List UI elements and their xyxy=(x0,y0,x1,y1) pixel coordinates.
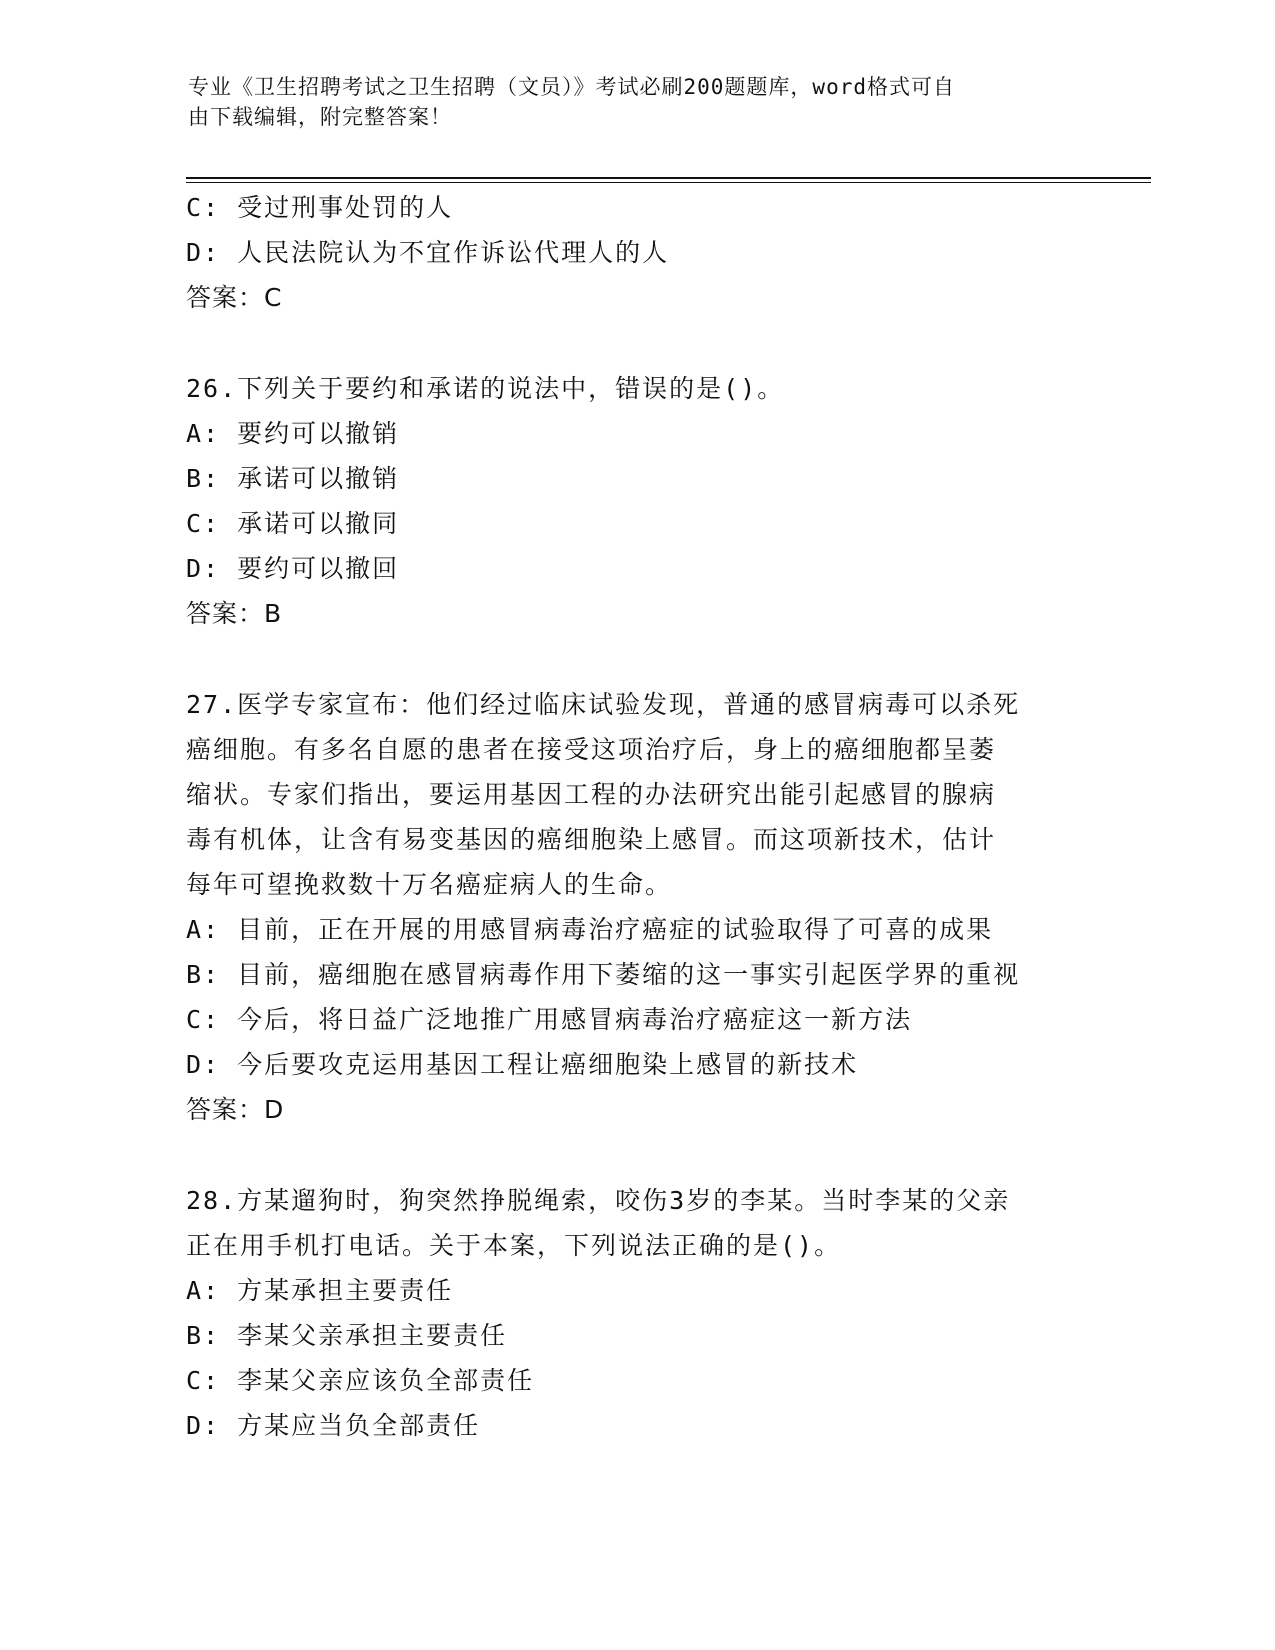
q28-stem-line: 正在用手机打电话。关于本案，下列说法正确的是()。 xyxy=(186,1231,842,1260)
q27-option-b: B: 目前，癌细胞在感冒病毒作用下萎缩的这一事实引起医学界的重视 xyxy=(186,960,1021,989)
q27-option-d: D: 今后要攻克运用基因工程让癌细胞染上感冒的新技术 xyxy=(186,1050,859,1079)
header-line-1: 专业《卫生招聘考试之卫生招聘（文员）》考试必刷200题题库，word格式可自 xyxy=(188,75,955,99)
q26-option-b: B: 承诺可以撤销 xyxy=(186,464,400,493)
q28-option-c: C: 李某父亲应该负全部责任 xyxy=(186,1366,535,1395)
q27-stem-line: 每年可望挽救数十万名癌症病人的生命。 xyxy=(186,870,673,899)
header-divider-thick xyxy=(186,177,1151,179)
prev-option-c: C: 受过刑事处罚的人 xyxy=(186,193,454,222)
q27-stem-line: 毒有机体，让含有易变基因的癌细胞染上感冒。而这项新技术，估计 xyxy=(186,825,997,854)
q28-option-b: B: 李某父亲承担主要责任 xyxy=(186,1321,508,1350)
q26-answer: 答案：B xyxy=(186,599,283,628)
q26-option-c: C: 承诺可以撤同 xyxy=(186,509,400,538)
q27-option-a: A: 目前，正在开展的用感冒病毒治疗癌症的试验取得了可喜的成果 xyxy=(186,915,994,944)
prev-option-d: D: 人民法院认为不宜作诉讼代理人的人 xyxy=(186,238,670,267)
document-header xyxy=(188,72,1088,132)
prev-answer: 答案：C xyxy=(186,283,283,312)
header-line-2: 由下载编辑，附完整答案！ xyxy=(188,105,452,129)
q28-option-a: A: 方某承担主要责任 xyxy=(186,1276,454,1305)
q27-stem-line: 27.医学专家宣布：他们经过临床试验发现，普通的感冒病毒可以杀死 xyxy=(186,690,1021,719)
q28-stem-line: 28.方某遛狗时，狗突然挣脱绳索，咬伤3岁的李某。当时李某的父亲 xyxy=(186,1186,1011,1215)
header-divider-thin xyxy=(186,182,1151,183)
q26-stem: 26.下列关于要约和承诺的说法中，错误的是()。 xyxy=(186,374,785,403)
q27-option-c: C: 今后，将日益广泛地推广用感冒病毒治疗癌症这一新方法 xyxy=(186,1005,913,1034)
q27-stem-line: 缩状。专家们指出，要运用基因工程的办法研究出能引起感冒的腺病 xyxy=(186,780,997,809)
q28-option-d: D: 方某应当负全部责任 xyxy=(186,1411,481,1440)
q27-answer: 答案：D xyxy=(186,1095,285,1124)
q27-stem-line: 癌细胞。有多名自愿的患者在接受这项治疗后，身上的癌细胞都呈萎 xyxy=(186,735,997,764)
q26-option-d: D: 要约可以撤回 xyxy=(186,554,400,583)
q26-option-a: A: 要约可以撤销 xyxy=(186,419,400,448)
